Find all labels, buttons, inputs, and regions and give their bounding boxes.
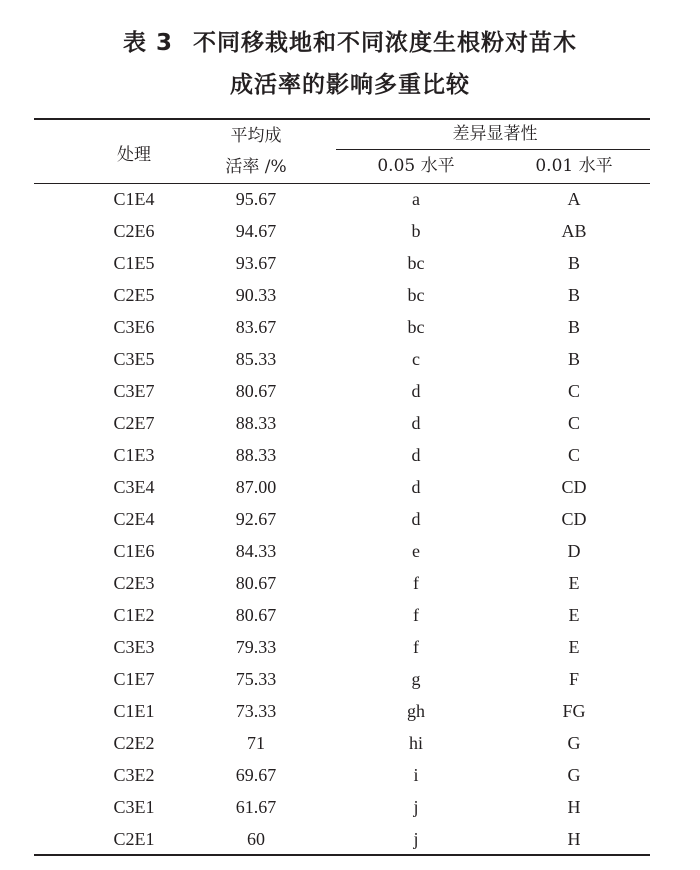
table-row [34,439,650,471]
significance-001-cell: A [567,189,581,209]
treatment-cell: C1E5 [113,253,155,273]
significance-005-cell: g [411,669,421,689]
survival-rate-cell: 87.00 [235,477,277,497]
significance-005-cell: b [411,221,421,241]
table-row [34,599,650,631]
treatment-cell: C2E6 [113,221,155,241]
survival-rate-cell: 79.33 [235,637,277,657]
significance-001-cell: CD [561,477,587,497]
table-row [34,215,650,247]
table-number: 表 3 [122,30,173,56]
treatment-cell: C2E3 [113,573,155,593]
table-row [34,727,650,759]
significance-001-cell: B [567,317,580,337]
significance-subrule [336,149,650,150]
significance-001-cell: E [568,637,580,657]
table-row [34,535,650,567]
significance-005-cell: i [413,765,419,785]
header-rate-line1: 平均成 [230,126,282,146]
table-row [34,759,650,791]
treatment-cell: C2E2 [113,733,155,753]
significance-005-cell: hi [408,733,423,753]
table-row [34,311,650,343]
significance-005-cell: a [412,189,420,209]
survival-rate-cell: 73.33 [235,701,277,721]
treatment-cell: C3E7 [113,381,155,401]
header-significance: 差异显著性 [452,124,538,144]
significance-005-cell: d [411,477,421,497]
table-row [34,567,650,599]
significance-005-cell: bc [407,285,425,305]
significance-001-cell: C [567,445,580,465]
survival-rate-cell: 94.67 [235,221,277,241]
significance-001-cell: B [567,285,580,305]
top-rule [34,118,650,120]
table-row [34,183,650,215]
table-row [34,791,650,823]
table-title-line2: 成活率的影响多重比较 [230,72,470,98]
table-row [34,343,650,375]
survival-rate-cell: 80.67 [235,573,277,593]
treatment-cell: C1E4 [113,189,155,209]
header-rate-line2: 活率 /% [225,157,287,177]
survival-rate-cell: 92.67 [235,509,277,529]
table-row [34,407,650,439]
table-row [34,631,650,663]
treatment-cell: C3E5 [113,349,155,369]
significance-001-cell: B [567,349,580,369]
treatment-cell: C2E7 [113,413,155,433]
treatment-cell: C1E2 [113,605,155,625]
significance-001-cell: F [568,669,579,689]
treatment-cell: C1E3 [113,445,155,465]
treatment-cell: C3E1 [113,797,155,817]
significance-001-cell: H [567,797,581,817]
survival-rate-cell: 75.33 [235,669,277,689]
survival-rate-cell: 61.67 [235,797,277,817]
significance-005-cell: f [413,605,419,625]
survival-rate-cell: 80.67 [235,381,277,401]
significance-001-cell: E [568,573,580,593]
treatment-cell: C3E4 [113,477,155,497]
significance-005-cell: f [413,573,419,593]
table-row [34,823,650,855]
table-row [34,695,650,727]
significance-005-cell: e [412,541,420,561]
table-row [34,471,650,503]
survival-rate-cell: 93.67 [235,253,277,273]
table-title-line1: 不同移栽地和不同浓度生根粉对苗木 [193,30,577,56]
treatment-cell: C1E1 [113,701,155,721]
table-row [34,279,650,311]
treatment-cell: C2E1 [113,829,155,849]
survival-rate-cell: 88.33 [235,445,277,465]
table-row [34,503,650,535]
significance-005-cell: d [411,445,421,465]
treatment-cell: C2E4 [113,509,155,529]
treatment-cell: C1E7 [113,669,155,689]
survival-rate-cell: 90.33 [235,285,277,305]
significance-005-cell: d [411,381,421,401]
significance-001-cell: C [567,413,580,433]
survival-rate-cell: 84.33 [235,541,277,561]
survival-rate-cell: 88.33 [235,413,277,433]
table-body [34,183,650,855]
significance-005-cell: d [411,413,421,433]
significance-001-cell: FG [562,701,586,721]
treatment-cell: C3E2 [113,765,155,785]
survival-rate-cell: 80.67 [235,605,277,625]
significance-001-cell: C [567,381,580,401]
survival-rate-cell: 69.67 [235,765,277,785]
significance-001-cell: G [567,733,581,753]
significance-001-cell: E [568,605,580,625]
header-treatment: 处理 [117,145,151,165]
survival-rate-cell: 85.33 [235,349,277,369]
significance-005-cell: j [413,797,419,817]
survival-rate-cell: 95.67 [235,189,277,209]
significance-005-cell: d [411,509,421,529]
significance-001-cell: AB [561,221,587,241]
significance-005-cell: bc [407,253,425,273]
significance-005-cell: bc [407,317,425,337]
significance-001-cell: B [567,253,580,273]
survival-rate-cell: 71 [247,733,265,753]
treatment-cell: C3E3 [113,637,155,657]
treatment-cell: C2E5 [113,285,155,305]
header-level-001: 0.01 水平 [535,156,613,176]
significance-001-cell: CD [561,509,587,529]
table-row [34,663,650,695]
significance-005-cell: f [413,637,419,657]
significance-001-cell: D [567,541,581,561]
table-row [34,247,650,279]
significance-005-cell: j [413,829,419,849]
significance-001-cell: G [567,765,581,785]
significance-001-cell: H [567,829,581,849]
table-caption-line1 [0,24,700,57]
survival-rate-cell: 60 [247,829,265,849]
header-level-005: 0.05 水平 [377,156,455,176]
treatment-cell: C1E6 [113,541,155,561]
survival-rate-cell: 83.67 [235,317,277,337]
table-row [34,375,650,407]
significance-005-cell: c [412,349,420,369]
treatment-cell: C3E6 [113,317,155,337]
significance-005-cell: gh [407,701,425,721]
